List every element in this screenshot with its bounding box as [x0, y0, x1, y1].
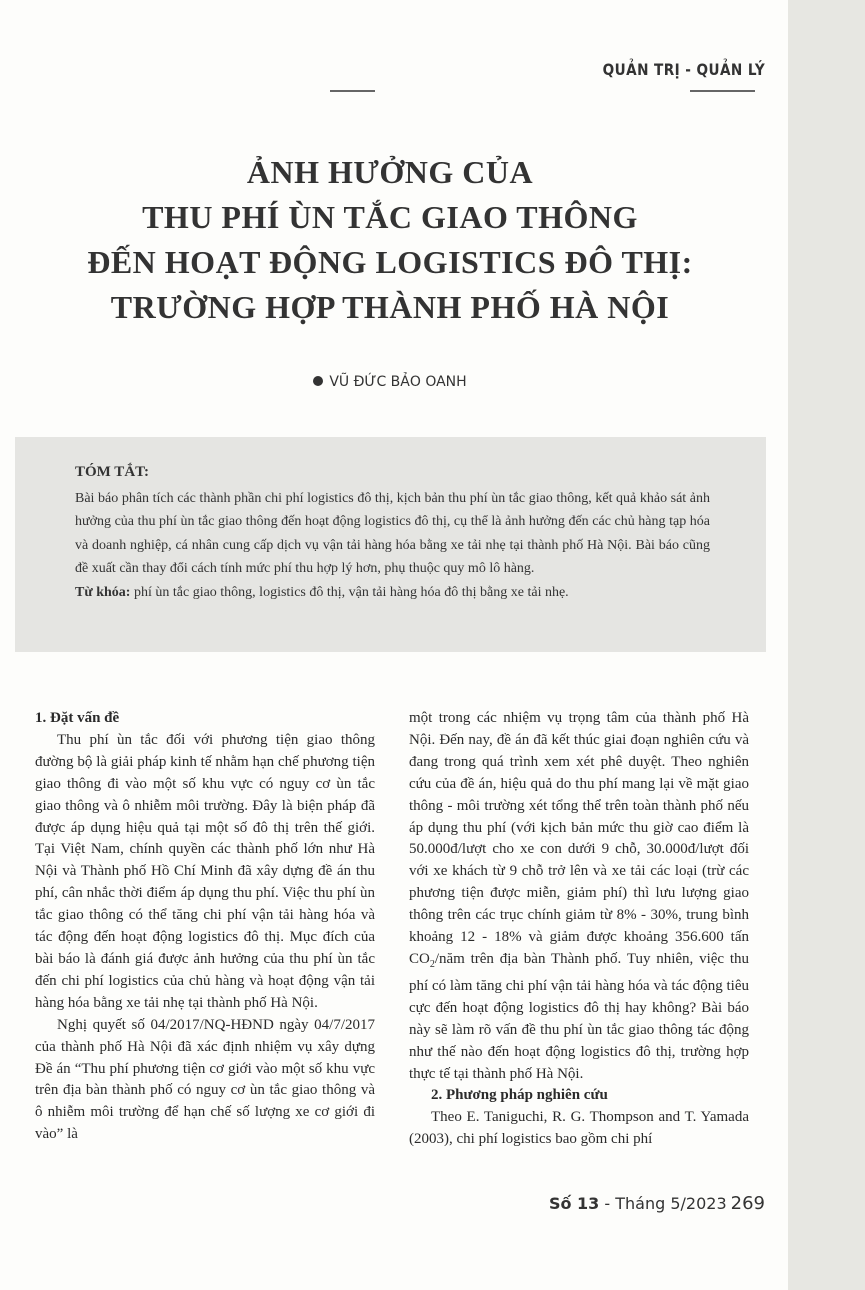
paragraph-text: /năm trên địa bàn Thành phố. Tuy nhiên, việc thu phí có làm tăng chi phí vận tải hàng hóa và tác động tiêu cực đến hoạt động logistics đô thị hay không? Bài báo này sẽ làm rõ vấn đề thu phí ùn tắc giao thông tác động như thế nào đến hoạt động logistics đô thị, trường hợp thực tế tại thành phố Hà Nội. — [409, 950, 749, 1082]
section-1-heading: 1. Đặt vấn đề — [35, 710, 120, 726]
title-line: ĐẾN HOẠT ĐỘNG LOGISTICS ĐÔ THỊ: — [87, 244, 693, 280]
issue-date: - Tháng 5/2023 — [599, 1194, 727, 1213]
author-line — [0, 374, 780, 390]
paragraph: Nghị quyết số 04/2017/NQ-HĐND ngày 04/7/2017 của thành phố Hà Nội đã xác định nhiệm vụ xây dựng Đề án “Thu phí phương tiện cơ giới vào một số khu vực trên địa bàn thành phố có nguy cơ ùn tắc giao thông và ô nhiễm môi trường để hạn chế số lượng xe cơ giới đi vào” là — [35, 1016, 375, 1143]
paragraph — [409, 708, 749, 1085]
abstract-body: Bài báo phân tích các thành phần chi phí logistics đô thị, kịch bản thu phí ùn tắc giao thông, kết quả khảo sát ảnh hưởng của thu phí ùn tắc giao thông đến hoạt động logistics đô thị, cụ thể là ảnh hưởng đến các chủ hàng tạp hóa và doanh nghiệp, cá nhân cung cấp dịch vụ vận tải hàng hóa bằng xe tải nhẹ tại thành phố Hà Nội. Bài báo cũng đề xuất cần thay đổi cách tính mức phí thu hợp lý hơn, phụ thuộc quy mô lô hàng. — [75, 490, 710, 576]
section-label: QUẢN TRỊ - QUẢN LÝ — [602, 60, 765, 79]
title-line: TRƯỜNG HỢP THÀNH PHỐ HÀ NỘI — [110, 289, 670, 325]
paragraph: Thu phí ùn tắc đối với phương tiện giao thông đường bộ là giải pháp kinh tế nhằm hạn chế phương tiện giao thông đi vào một số khu vực có nguy cơ ùn tắc giao thông và ô nhiễm môi trường. Đây là biện pháp đã được áp dụng hiệu quả tại một số đô thị trên thế giới. Tại Việt Nam, chính quyền các thành phố lớn như Hà Nội và Thành phố Hồ Chí Minh đã xây dựng đề án thu phí, cân nhắc thời điểm áp dụng thu phí. Việc thu phí ùn tắc giao thông có thể tăng chi phí vận tải hàng hóa và tác động đến hoạt động logistics đô thị. Mục đích của bài báo là đánh giá được ảnh hưởng của thu phí ùn tắc đến chi phí logistics của chủ hàng và hoạt động vận tải hàng hóa bằng xe tải nhẹ tại thành phố Hà Nội. — [35, 731, 375, 1011]
keywords-label: Từ khóa: — [75, 584, 131, 600]
co2-subscript: 2 — [429, 958, 435, 970]
left-column — [35, 708, 375, 1146]
scan-page-edge — [788, 0, 865, 1290]
issue-number: Số 13 — [548, 1194, 600, 1213]
title-line: THU PHÍ ÙN TẮC GIAO THÔNG — [142, 199, 638, 235]
keywords-text: phí ùn tắc giao thông, logistics đô thị, vận tải hàng hóa đô thị bằng xe tải nhẹ. — [130, 584, 569, 600]
title-line: ẢNH HƯỞNG CỦA — [246, 154, 534, 190]
author-name: VŨ ĐỨC BẢO OANH — [329, 374, 467, 390]
article-title — [0, 150, 780, 330]
keywords — [75, 581, 710, 605]
section-2-heading: 2. Phương pháp nghiên cứu — [431, 1087, 608, 1104]
header-rule-left — [330, 90, 375, 92]
header-rule-right — [690, 90, 755, 92]
right-column — [409, 708, 749, 1151]
page-number: 269 — [730, 1193, 765, 1214]
abstract-box — [15, 437, 766, 652]
paragraph-text: một trong các nhiệm vụ trọng tâm của thành phố Hà Nội. Đến nay, đề án đã kết thúc giai đoạn nghiên cứu và đang trong quá trình xem xét phê duyệt. Theo nghiên cứu của đề án, hiệu quả do thu phí mang lại về mặt giao thông - môi trường xét tổng thể trên toàn thành phố nếu áp dụng thu phí (với kịch bản mức thu giờ cao điểm là 50.000đ/lượt cho xe con dưới 9 chỗ, 30.000đ/lượt đối với xe khách từ 9 chỗ trở lên và xe tải các loại (trừ các phương tiện được miễn, giảm phí) thì lưu lượng giao thông trên các trục chính giảm từ 8% - 30%, trung bình khoảng 12 - 18% và giảm được khoảng 356.600 tấn CO — [409, 710, 749, 967]
bullet-icon — [313, 376, 323, 386]
page-footer — [549, 1193, 765, 1214]
abstract-heading: TÓM TẮT: — [75, 464, 150, 480]
paragraph: Theo E. Taniguchi, R. G. Thompson and T. Yamada (2003), chi phí logistics bao gồm chi phí — [409, 1109, 749, 1148]
